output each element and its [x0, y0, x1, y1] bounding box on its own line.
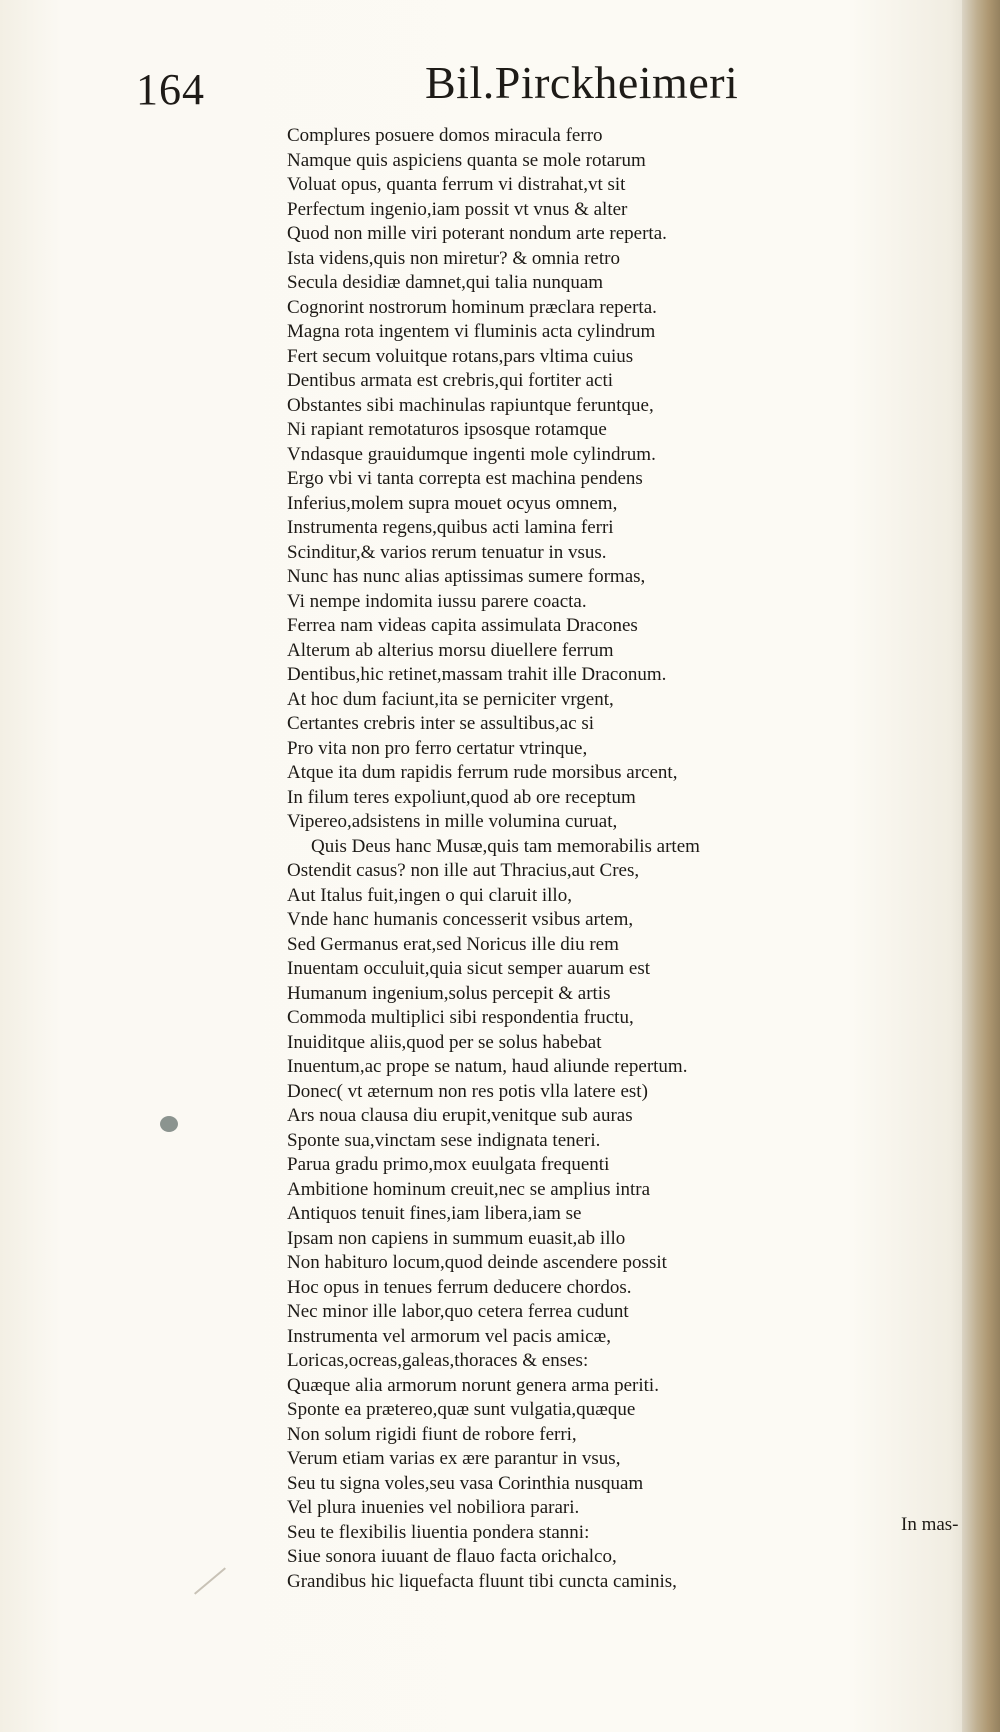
- verse-line: Humanum ingenium,solus percepit & artis: [287, 982, 611, 1004]
- verse-line: Ferrea nam videas capita assimulata Dracones: [287, 615, 638, 636]
- verse-line: Cognorint nostrorum hominum præclara reperta.: [287, 296, 657, 318]
- verse-line: Pro vita non pro ferro certatur vtrinque,: [287, 737, 588, 759]
- verse-line: Sponte sua,vinctam sese indignata teneri.: [287, 1129, 601, 1151]
- verse-line: Quis Deus hanc Musæ,quis tam memorabilis artem: [311, 835, 700, 857]
- verse-line: Ipsam non capiens in summum euasit,ab illo: [287, 1227, 626, 1249]
- verse-line: Atque ita dum rapidis ferrum rude morsibus arcent,: [287, 762, 678, 783]
- running-head: Bil.Pirckheimeri: [425, 57, 739, 108]
- verse-line: Ni rapiant remotaturos ipsosque rotamque: [287, 419, 607, 440]
- verse-line: Vi nempe indomita iussu parere coacta.: [287, 590, 587, 612]
- verse-line: Vel plura inuenies vel nobiliora parari.: [287, 1497, 580, 1518]
- page-edge: [962, 0, 1000, 1732]
- verse-line: Donec( vt æternum non res potis vlla latere est): [287, 1080, 648, 1102]
- verse-line: Fert secum voluitque rotans,pars vltima cuius: [287, 345, 634, 367]
- verse-line: Vndasque grauidumque ingenti mole cylindrum.: [287, 443, 656, 465]
- verse-line: Perfectum ingenio,iam possit vt vnus & alter: [287, 198, 628, 220]
- verse-line: Magna rota ingentem vi fluminis acta cylindrum: [287, 321, 656, 342]
- verse-line: Complures posuere domos miracula ferro: [287, 125, 603, 146]
- verse-line: Grandibus hic liquefacta fluunt tibi cuncta caminis,: [287, 1570, 677, 1592]
- verse-line: Non solum rigidi fiunt de robore ferri,: [287, 1423, 577, 1445]
- verse-line: Sed Germanus erat,sed Noricus ille diu rem: [287, 933, 619, 955]
- verse-line: Quæque alia armorum norunt genera arma periti.: [287, 1374, 659, 1396]
- verse-line: Inuiditque aliis,quod per se solus habebat: [287, 1031, 602, 1053]
- verse-line: Commoda multiplici sibi respondentia fructu,: [287, 1007, 634, 1028]
- verse-line: Verum etiam varias ex ære parantur in vsus,: [287, 1448, 621, 1469]
- verse-line: Hoc opus in tenues ferrum deducere chordos.: [287, 1276, 632, 1298]
- verse-line: Sponte ea prætereo,quæ sunt vulgatia,quæque: [287, 1399, 636, 1420]
- verse-line: Secula desidiæ damnet,qui talia nunquam: [287, 272, 604, 293]
- verse-line: Vipereo,adsistens in mille volumina curuat,: [287, 811, 618, 832]
- verse-line: Dentibus,hic retinet,massam trahit ille Draconum.: [287, 664, 667, 685]
- verse-line: Seu te flexibilis liuentia pondera stanni:: [287, 1521, 590, 1543]
- verse-line: Antiquos tenuit fines,iam libera,iam se: [287, 1203, 582, 1224]
- verse-line: Scinditur,& varios rerum tenuatur in vsus.: [287, 541, 607, 563]
- verse-line: Dentibus armata est crebris,qui fortiter acti: [287, 370, 614, 391]
- ink-stain: [160, 1116, 178, 1132]
- verse-line: Namque quis aspiciens quanta se mole rotarum: [287, 149, 646, 171]
- verse-line: Seu tu signa voles,seu vasa Corinthia nusquam: [287, 1472, 644, 1494]
- verse-line: Ars noua clausa diu erupit,venitque sub auras: [287, 1105, 633, 1126]
- verse-line: Instrumenta vel armorum vel pacis amicæ,: [287, 1325, 611, 1347]
- verse-line: Ista videns,quis non miretur? & omnia retro: [287, 247, 620, 269]
- verse-line: Certantes crebris inter se assultibus,ac si: [287, 713, 595, 734]
- verse-line: At hoc dum faciunt,ita se perniciter vrgent,: [287, 688, 614, 710]
- verse-line: Vnde hanc humanis concesserit vsibus artem,: [287, 909, 634, 930]
- verse-line: Siue sonora iuuant de flauo facta orichalco,: [287, 1546, 617, 1567]
- verse-line: Ostendit casus? non ille aut Thracius,aut Cres,: [287, 860, 640, 881]
- page-number: 164: [136, 65, 205, 114]
- verse-line: Inuentam occuluit,quia sicut semper auarum est: [287, 958, 650, 979]
- verse-line: Nec minor ille labor,quo cetera ferrea cudunt: [287, 1301, 629, 1322]
- verse-line: Ambitione hominum creuit,nec se amplius intra: [287, 1178, 651, 1200]
- verse-line: Alterum ab alterius morsu diuellere ferrum: [287, 639, 614, 661]
- verse-line: Aut Italus fuit,ingen o qui claruit illo,: [287, 884, 572, 906]
- verse-line: Obstantes sibi machinulas rapiuntque feruntque,: [287, 394, 654, 416]
- verse-line: In filum teres expoliunt,quod ab ore receptum: [287, 786, 636, 808]
- verse-line: Inferius,molem supra mouet ocyus omnem,: [287, 492, 618, 514]
- verse-line: Non habituro locum,quod deinde ascendere possit: [287, 1252, 667, 1273]
- verse-line: Voluat opus, quanta ferrum vi distrahat,vt sit: [287, 174, 626, 195]
- verse-block: [287, 124, 807, 1594]
- verse-line: Ergo vbi vi tanta correpta est machina pendens: [287, 468, 643, 489]
- verse-line: Parua gradu primo,mox euulgata frequenti: [287, 1154, 610, 1175]
- verse-line: Inuentum,ac prope se natum, haud aliunde repertum.: [287, 1056, 688, 1077]
- catchword: In mas-: [901, 1514, 959, 1535]
- verse-line: Instrumenta regens,quibus acti lamina ferri: [287, 517, 614, 538]
- verse-line: Nunc has nunc alias aptissimas sumere formas,: [287, 566, 646, 587]
- verse-line: Loricas,ocreas,galeas,thoraces & enses:: [287, 1350, 589, 1371]
- verse-line: Quod non mille viri poterant nondum arte reperta.: [287, 223, 667, 244]
